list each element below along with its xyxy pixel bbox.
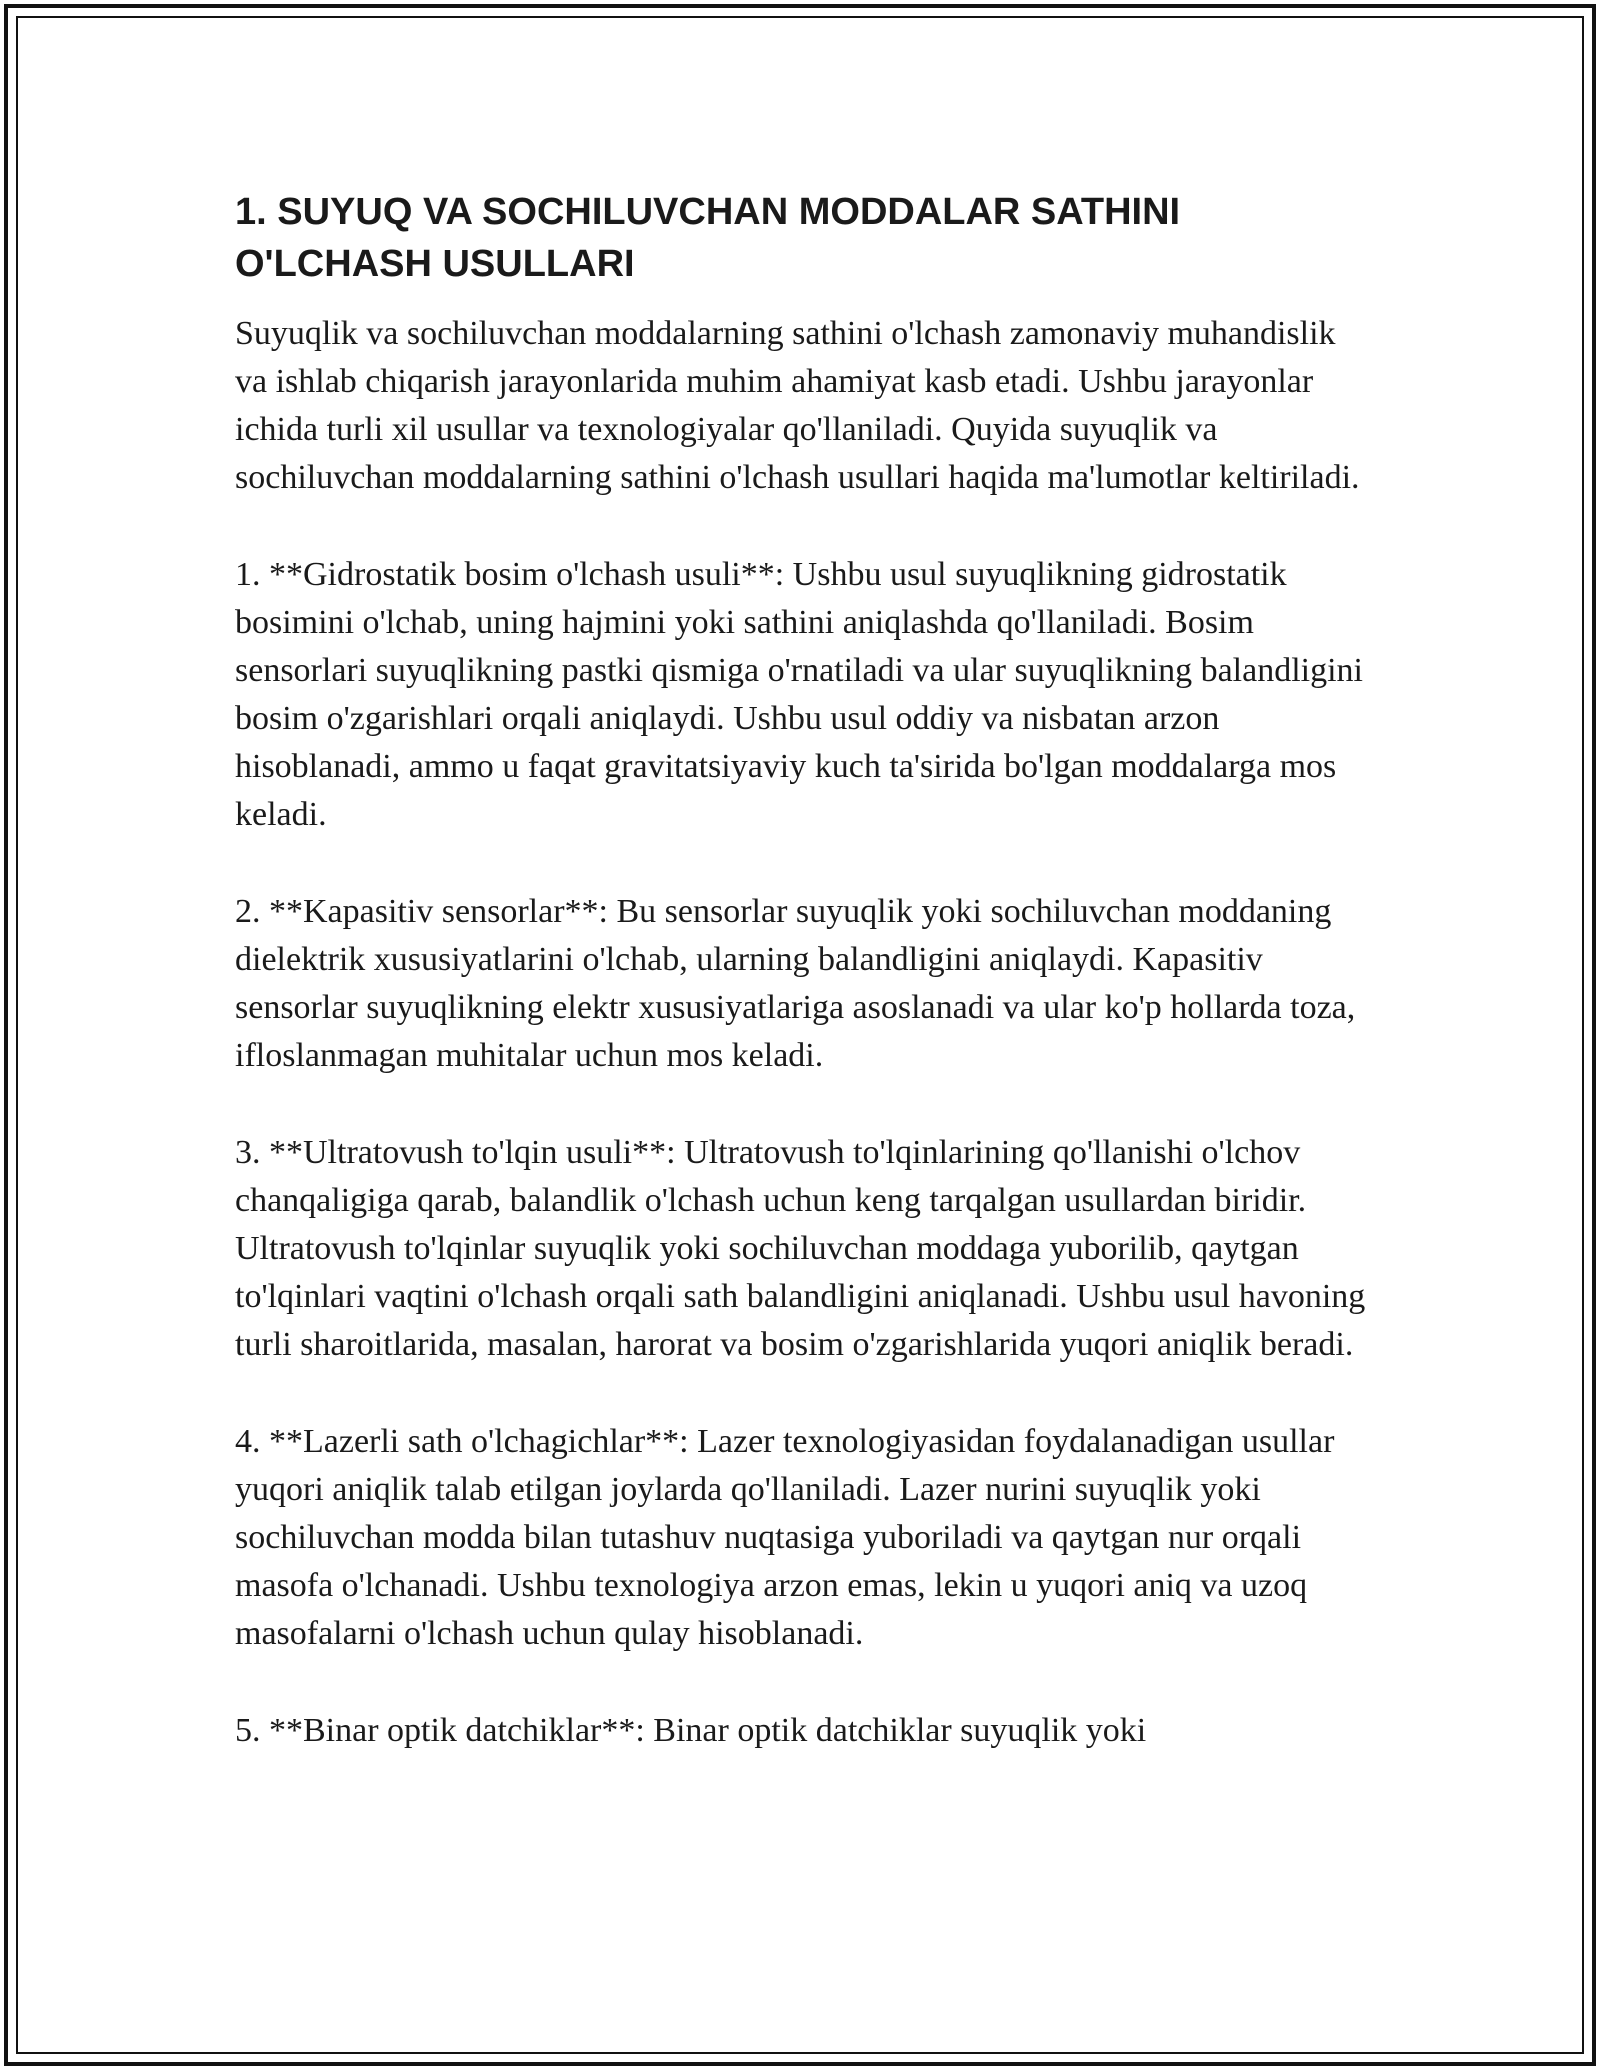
paragraph-laser-level-meters: 4. **Lazerli sath o'lchagichlar**: Lazer texnologiyasidan foydalanadigan usullar yuqori aniqlik talab etilgan joylarda qo'llaniladi. Lazer nurini suyuqlik yoki sochiluvchan modda bilan tutashuv nuqtasiga yuboriladi va qaytgan nur orqali masofa o'lchanadi. Ushbu texnologiya arzon emas, lekin u yuqori aniq va uzoq masofalarni o'lchash uchun qulay hisoblanadi. [235,1423,1335,1652]
paragraph-hydrostatic-method: 1. **Gidrostatik bosim o'lchash usuli**: Ushbu usul suyuqlikning gidrostatik bosimini o'lchab, uning hajmini yoki sathini aniqlashda qo'llaniladi. Bosim sensorlari suyuqlikning pastki qismiga o'rnatiladi va ular suyuqlikning balandligini bosim o'zgarishlari orqali aniqlaydi. Ushbu usul oddiy va nisbatan arzon hisoblanadi, ammo u faqat gravitatsiyaviy kuch ta'sirida bo'lgan moddalarga mos keladi. [235,556,1363,833]
paragraph-binary-optical-sensors: 5. **Binar optik datchiklar**: Binar optik datchiklar suyuqlik yoki [235,1712,1147,1749]
paragraph-ultrasonic-method: 3. **Ultratovush to'lqin usuli**: Ultratovush to'lqinlarining qo'llanishi o'lchov chanqaligiga qarab, balandlik o'lchash uchun keng tarqalgan usullardan biridir. Ultratovush to'lqinlar suyuqlik yoki sochiluvchan moddaga yuborilib, qaytgan to'lqinlari vaqtini o'lchash orqali sath balandligini aniqlanadi. Ushbu usul havoning turli sharoitlarida, masalan, harorat va bosim o'zgarishlarida yuqori aniqlik beradi. [235,1134,1366,1363]
document-body [235,186,1375,1804]
document-title: 1. SUYUQ VA SOCHILUVCHAN MODDALAR SATHINI O'LCHASH USULLARI [235,191,1181,285]
paragraph-capacitive-sensors: 2. **Kapasitiv sensorlar**: Bu sensorlar suyuqlik yoki sochiluvchan moddaning dielektrik xususiyatlarini o'lchab, ularning balandligini aniqlaydi. Kapasitiv sensorlar suyuqlikning elektr xususiyatlariga asoslanadi va ular ko'p hollarda toza, ifloslanmagan muhitalar uchun mos keladi. [235,893,1356,1074]
paragraph-intro: Suyuqlik va sochiluvchan moddalarning sathini o'lchash zamonaviy muhandislik va ishlab chiqarish jarayonlarida muhim ahamiyat kasb etadi. Ushbu jarayonlar ichida turli xil usullar va texnologiyalar qo'llaniladi. Quyida suyuqlik va sochiluvchan moddalarning sathini o'lchash usullari haqida ma'lumotlar keltiriladi. [235,315,1360,496]
